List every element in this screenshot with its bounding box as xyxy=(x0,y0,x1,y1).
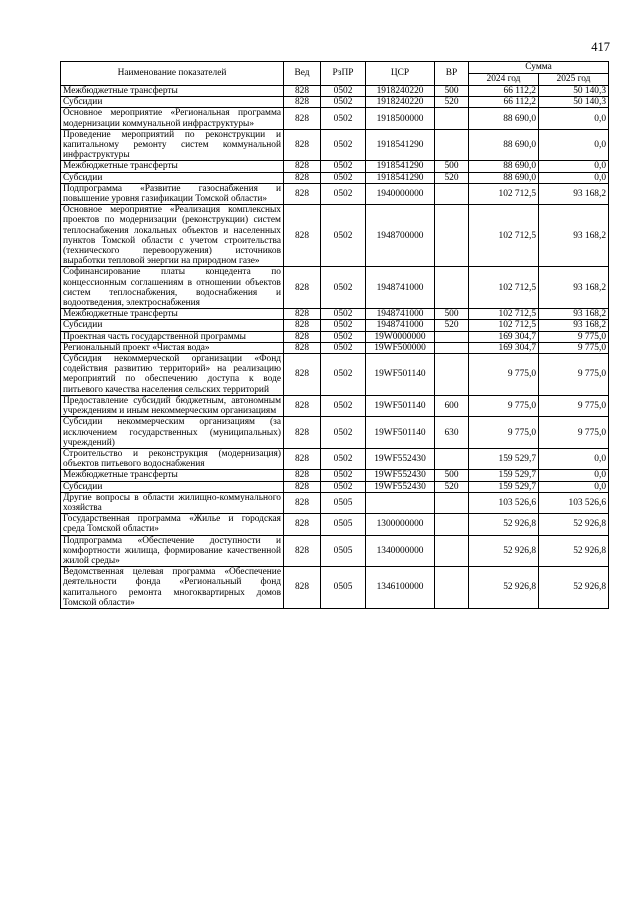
table-row xyxy=(61,172,609,183)
cell-sum-2025: 9 775,0 xyxy=(539,342,609,353)
table-row xyxy=(61,342,609,353)
cell-ved: 828 xyxy=(284,161,321,172)
table-row xyxy=(61,267,609,309)
cell-sum-2025: 0,0 xyxy=(539,108,609,129)
cell-csr: 1346100000 xyxy=(366,567,435,609)
cell-name: Основное мероприятие «Реализация комплексных проектов по модернизации (реконструкции) систем теплоснабжения локальных объектов и населенных пунктов Томской области с учетом строительства (технического перевооружения) источников выработки тепловой энергии на природном газе» xyxy=(61,205,284,267)
header-name: Наименование показателей xyxy=(61,62,284,86)
cell-sum-2025: 93 168,2 xyxy=(539,320,609,331)
cell-name: Межбюджетные трансферты xyxy=(61,161,284,172)
cell-vr: 500 xyxy=(435,309,469,320)
cell-name: Межбюджетные трансферты xyxy=(61,309,284,320)
cell-sum-2024: 52 926,8 xyxy=(469,567,539,609)
cell-ved: 828 xyxy=(284,492,321,513)
cell-csr: 19WF552430 xyxy=(366,470,435,481)
cell-name: Софинансирование платы концедента по концессионным соглашениям в отношении объектов систем теплоснабжения, водоснабжения и водоотведения, электроснабжения xyxy=(61,267,284,309)
cell-rzpr: 0505 xyxy=(321,514,366,535)
cell-sum-2024: 66 112,2 xyxy=(469,86,539,97)
cell-vr: 520 xyxy=(435,320,469,331)
cell-ved: 828 xyxy=(284,320,321,331)
cell-csr: 1918240220 xyxy=(366,97,435,108)
cell-csr: 19WF500000 xyxy=(366,342,435,353)
cell-sum-2024: 102 712,5 xyxy=(469,183,539,204)
cell-csr: 1948741000 xyxy=(366,309,435,320)
cell-vr xyxy=(435,205,469,267)
cell-name: Подпрограмма «Развитие газоснабжения и повышение уровня газификации Томской области» xyxy=(61,183,284,204)
cell-vr xyxy=(435,129,469,161)
cell-rzpr: 0505 xyxy=(321,567,366,609)
cell-name: Субсидия некоммерческой организации «Фонд содействия развитию территорий» на реализацию мероприятий по обеспечению доступа к воде питьевого качества населения сельских территорий xyxy=(61,354,284,396)
cell-sum-2024: 66 112,2 xyxy=(469,97,539,108)
cell-vr xyxy=(435,331,469,342)
cell-name: Субсидии xyxy=(61,97,284,108)
cell-csr: 1948700000 xyxy=(366,205,435,267)
cell-vr xyxy=(435,183,469,204)
cell-rzpr: 0505 xyxy=(321,492,366,513)
table-row xyxy=(61,470,609,481)
cell-ved: 828 xyxy=(284,395,321,416)
cell-sum-2025: 9 775,0 xyxy=(539,395,609,416)
cell-sum-2025: 9 775,0 xyxy=(539,354,609,396)
cell-ved: 828 xyxy=(284,535,321,567)
cell-ved: 828 xyxy=(284,129,321,161)
table-row xyxy=(61,86,609,97)
cell-sum-2024: 169 304,7 xyxy=(469,342,539,353)
table-row xyxy=(61,97,609,108)
table-row xyxy=(61,417,609,449)
cell-sum-2025: 0,0 xyxy=(539,481,609,492)
cell-rzpr: 0502 xyxy=(321,417,366,449)
cell-vr: 600 xyxy=(435,395,469,416)
cell-name: Другие вопросы в области жилищно-коммунального хозяйства xyxy=(61,492,284,513)
cell-ved: 828 xyxy=(284,567,321,609)
cell-rzpr: 0502 xyxy=(321,309,366,320)
cell-sum-2025: 0,0 xyxy=(539,470,609,481)
cell-sum-2024: 159 529,7 xyxy=(469,448,539,469)
cell-ved: 828 xyxy=(284,86,321,97)
cell-sum-2024: 159 529,7 xyxy=(469,481,539,492)
cell-ved: 828 xyxy=(284,470,321,481)
cell-name: Проектная часть государственной программы xyxy=(61,331,284,342)
cell-name: Государственная программа «Жилье и городская среда Томской области» xyxy=(61,514,284,535)
header-vr: ВР xyxy=(435,62,469,86)
table-row xyxy=(61,448,609,469)
cell-csr: 1948741000 xyxy=(366,320,435,331)
table-row xyxy=(61,535,609,567)
cell-csr: 19WF501140 xyxy=(366,354,435,396)
table-row xyxy=(61,183,609,204)
cell-sum-2024: 52 926,8 xyxy=(469,535,539,567)
cell-sum-2025: 50 140,3 xyxy=(539,86,609,97)
cell-sum-2024: 159 529,7 xyxy=(469,470,539,481)
cell-vr: 520 xyxy=(435,172,469,183)
page-number: 417 xyxy=(591,40,610,54)
cell-rzpr: 0502 xyxy=(321,86,366,97)
cell-sum-2025: 93 168,2 xyxy=(539,267,609,309)
table-row xyxy=(61,205,609,267)
cell-rzpr: 0502 xyxy=(321,108,366,129)
table-row xyxy=(61,129,609,161)
cell-sum-2024: 9 775,0 xyxy=(469,417,539,449)
table-header xyxy=(61,62,609,86)
cell-vr: 520 xyxy=(435,481,469,492)
cell-name: Субсидии xyxy=(61,481,284,492)
table-row xyxy=(61,567,609,609)
cell-sum-2025: 52 926,8 xyxy=(539,535,609,567)
cell-ved: 828 xyxy=(284,417,321,449)
cell-sum-2024: 88 690,0 xyxy=(469,172,539,183)
cell-name: Подпрограмма «Обеспечение доступности и комфортности жилища, формирование качественной жилой среды» xyxy=(61,535,284,567)
cell-csr: 19W0000000 xyxy=(366,331,435,342)
cell-sum-2024: 102 712,5 xyxy=(469,320,539,331)
cell-csr xyxy=(366,492,435,513)
table-row xyxy=(61,161,609,172)
table-row xyxy=(61,395,609,416)
header-rzpr: РзПР xyxy=(321,62,366,86)
cell-sum-2025: 0,0 xyxy=(539,161,609,172)
cell-rzpr: 0505 xyxy=(321,535,366,567)
cell-ved: 828 xyxy=(284,448,321,469)
cell-ved: 828 xyxy=(284,481,321,492)
cell-vr xyxy=(435,342,469,353)
cell-rzpr: 0502 xyxy=(321,470,366,481)
cell-rzpr: 0502 xyxy=(321,172,366,183)
cell-vr xyxy=(435,514,469,535)
cell-sum-2024: 88 690,0 xyxy=(469,108,539,129)
cell-csr: 1918500000 xyxy=(366,108,435,129)
cell-name: Субсидии некоммерческим организациям (за исключением государственных (муниципальных) учреждений) xyxy=(61,417,284,449)
cell-name: Предоставление субсидий бюджетным, автономным учреждениям и иным некоммерческим организациям xyxy=(61,395,284,416)
table-row xyxy=(61,481,609,492)
header-sum: Сумма xyxy=(469,62,609,74)
cell-rzpr: 0502 xyxy=(321,354,366,396)
cell-sum-2025: 9 775,0 xyxy=(539,417,609,449)
cell-sum-2024: 88 690,0 xyxy=(469,161,539,172)
cell-vr xyxy=(435,354,469,396)
cell-csr: 1918541290 xyxy=(366,172,435,183)
cell-name: Основное мероприятие «Региональная программа модернизации коммунальной инфраструктуры» xyxy=(61,108,284,129)
cell-name: Межбюджетные трансферты xyxy=(61,86,284,97)
cell-rzpr: 0502 xyxy=(321,97,366,108)
cell-ved: 828 xyxy=(284,205,321,267)
cell-sum-2024: 88 690,0 xyxy=(469,129,539,161)
cell-csr: 1940000000 xyxy=(366,183,435,204)
cell-sum-2025: 0,0 xyxy=(539,129,609,161)
cell-vr: 520 xyxy=(435,97,469,108)
cell-csr: 1918541290 xyxy=(366,161,435,172)
cell-ved: 828 xyxy=(284,172,321,183)
cell-ved: 828 xyxy=(284,342,321,353)
cell-vr: 500 xyxy=(435,86,469,97)
cell-vr: 500 xyxy=(435,161,469,172)
cell-csr: 19WF552430 xyxy=(366,481,435,492)
cell-sum-2024: 9 775,0 xyxy=(469,354,539,396)
cell-vr: 500 xyxy=(435,470,469,481)
cell-rzpr: 0502 xyxy=(321,267,366,309)
table-row xyxy=(61,492,609,513)
cell-csr: 19WF501140 xyxy=(366,417,435,449)
table-body xyxy=(61,86,609,609)
cell-rzpr: 0502 xyxy=(321,342,366,353)
cell-csr: 1918240220 xyxy=(366,86,435,97)
cell-ved: 828 xyxy=(284,108,321,129)
cell-vr: 630 xyxy=(435,417,469,449)
cell-name: Строительство и реконструкция (модернизация) объектов питьевого водоснабжения xyxy=(61,448,284,469)
table-row xyxy=(61,514,609,535)
header-year-2025: 2025 год xyxy=(539,74,609,86)
cell-name: Субсидии xyxy=(61,172,284,183)
cell-vr xyxy=(435,108,469,129)
cell-csr: 1300000000 xyxy=(366,514,435,535)
cell-rzpr: 0502 xyxy=(321,320,366,331)
cell-vr xyxy=(435,535,469,567)
cell-sum-2024: 9 775,0 xyxy=(469,395,539,416)
cell-csr: 19WF501140 xyxy=(366,395,435,416)
table-row xyxy=(61,309,609,320)
cell-sum-2025: 9 775,0 xyxy=(539,331,609,342)
cell-rzpr: 0502 xyxy=(321,129,366,161)
table-row xyxy=(61,320,609,331)
cell-sum-2025: 50 140,3 xyxy=(539,97,609,108)
cell-sum-2025: 52 926,8 xyxy=(539,514,609,535)
cell-name: Региональный проект «Чистая вода» xyxy=(61,342,284,353)
cell-vr xyxy=(435,492,469,513)
cell-name: Проведение мероприятий по реконструкции и капитальному ремонту систем коммунальной инфраструктуры xyxy=(61,129,284,161)
cell-sum-2024: 169 304,7 xyxy=(469,331,539,342)
cell-vr xyxy=(435,448,469,469)
table-row xyxy=(61,354,609,396)
cell-rzpr: 0502 xyxy=(321,205,366,267)
cell-rzpr: 0502 xyxy=(321,161,366,172)
budget-table xyxy=(60,61,609,609)
cell-ved: 828 xyxy=(284,309,321,320)
cell-sum-2025: 93 168,2 xyxy=(539,205,609,267)
header-year-2024: 2024 год xyxy=(469,74,539,86)
cell-sum-2025: 93 168,2 xyxy=(539,183,609,204)
cell-vr xyxy=(435,567,469,609)
cell-sum-2024: 102 712,5 xyxy=(469,267,539,309)
cell-rzpr: 0502 xyxy=(321,183,366,204)
cell-sum-2024: 52 926,8 xyxy=(469,514,539,535)
cell-sum-2024: 102 712,5 xyxy=(469,205,539,267)
cell-ved: 828 xyxy=(284,267,321,309)
cell-name: Субсидии xyxy=(61,320,284,331)
cell-ved: 828 xyxy=(284,183,321,204)
cell-sum-2025: 103 526,6 xyxy=(539,492,609,513)
cell-rzpr: 0502 xyxy=(321,448,366,469)
cell-sum-2024: 103 526,6 xyxy=(469,492,539,513)
cell-name: Межбюджетные трансферты xyxy=(61,470,284,481)
cell-ved: 828 xyxy=(284,97,321,108)
cell-name: Ведомственная целевая программа «Обеспечение деятельности фонда «Региональный фонд капитального ремонта многоквартирных домов Томской области» xyxy=(61,567,284,609)
cell-csr: 19WF552430 xyxy=(366,448,435,469)
cell-rzpr: 0502 xyxy=(321,395,366,416)
cell-sum-2025: 52 926,8 xyxy=(539,567,609,609)
cell-csr: 1948741000 xyxy=(366,267,435,309)
cell-ved: 828 xyxy=(284,514,321,535)
table-row xyxy=(61,108,609,129)
cell-rzpr: 0502 xyxy=(321,481,366,492)
cell-ved: 828 xyxy=(284,331,321,342)
cell-sum-2025: 0,0 xyxy=(539,172,609,183)
cell-csr: 1340000000 xyxy=(366,535,435,567)
cell-sum-2025: 0,0 xyxy=(539,448,609,469)
cell-ved: 828 xyxy=(284,354,321,396)
header-csr: ЦСР xyxy=(366,62,435,86)
header-ved: Вед xyxy=(284,62,321,86)
cell-rzpr: 0502 xyxy=(321,331,366,342)
table-row xyxy=(61,331,609,342)
cell-sum-2024: 102 712,5 xyxy=(469,309,539,320)
cell-vr xyxy=(435,267,469,309)
cell-sum-2025: 93 168,2 xyxy=(539,309,609,320)
cell-csr: 1918541290 xyxy=(366,129,435,161)
